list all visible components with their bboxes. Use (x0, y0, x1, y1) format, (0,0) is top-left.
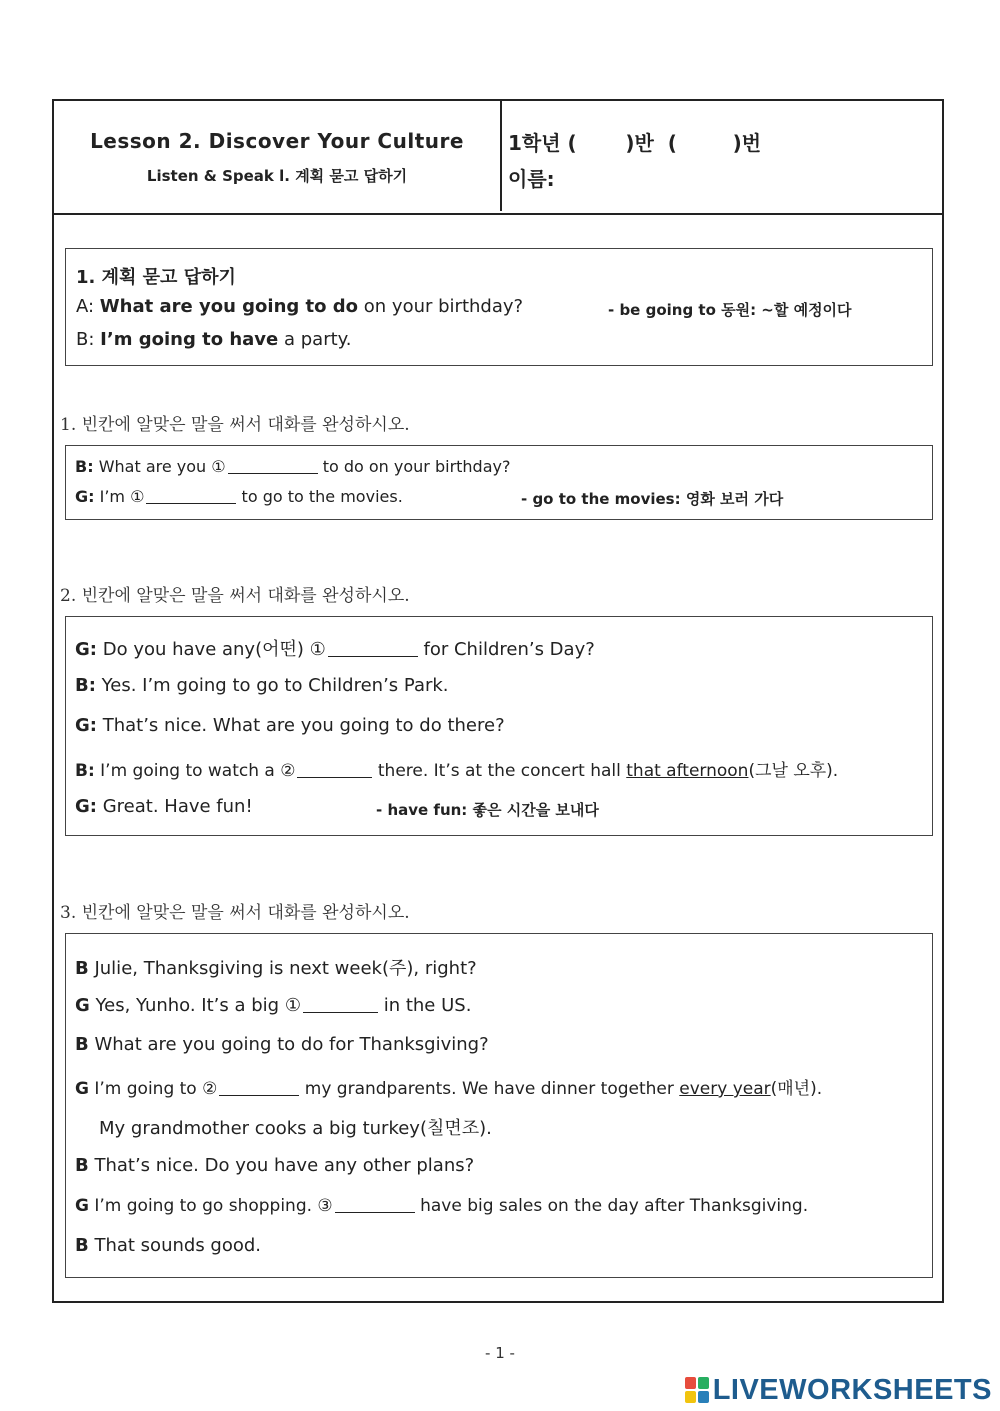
dialogue-text: That sounds good. (94, 1235, 262, 1256)
answer-blank[interactable] (335, 1195, 415, 1213)
q1-note: - go to the movies: 영화 보러 가다 (521, 490, 784, 508)
speaker-label: G (75, 1079, 89, 1099)
dialogue-text: That’s nice. What are you going to do there? (102, 715, 505, 736)
answer-blank[interactable] (228, 457, 318, 474)
key-phrase: What are you going to do (99, 296, 359, 317)
dialogue-text: to do on your birthday? (322, 457, 511, 476)
dialogue-text: my grandparents. We have dinner together (304, 1079, 674, 1099)
dialogue-text: I’m going to ② (94, 1079, 218, 1099)
q3-line-8 (75, 1235, 261, 1256)
answer-blank[interactable] (297, 760, 372, 778)
worksheet-header (54, 101, 942, 215)
logo-square (685, 1391, 696, 1403)
key-expression-box (65, 248, 933, 366)
q3-instruction: 3. 빈칸에 알맞은 말을 써서 대화를 완성하시오. (60, 903, 410, 923)
speaker-label: B (75, 1235, 89, 1256)
dialogue-text: My grandmother cooks a big turkey(칠면조). (99, 1118, 492, 1139)
class-number-line: 1학년 ( )반 ( )번 (508, 131, 762, 155)
underlined-phrase: that afternoon (626, 761, 749, 781)
header-title-cell (54, 101, 502, 211)
dialogue-text: Yes, Yunho. It’s a big ① (95, 995, 301, 1016)
header-student-cell (506, 101, 942, 211)
logo-square (698, 1391, 709, 1403)
key-heading: 1. 계획 묻고 답하기 (76, 267, 236, 288)
dialogue-text: What are you going to do for Thanksgiving? (94, 1034, 489, 1055)
dialogue-text: I’m ① (99, 487, 145, 506)
lesson-subtitle: Listen & Speak l. 계획 묻고 답하기 (146, 167, 408, 185)
q2-line-5 (75, 796, 253, 817)
key-line-b (76, 329, 351, 350)
liveworksheets-logo[interactable] (685, 1373, 992, 1407)
dialogue-text: there. It’s at the concert hall (377, 761, 621, 781)
speaker-label: B: (75, 457, 94, 476)
dialogue-text: have big sales on the day after Thanksgiving. (420, 1196, 809, 1216)
logo-text: LIVEWORKSHEETS (712, 1373, 992, 1406)
speaker-label: G: (75, 487, 95, 506)
dialogue-text: Yes. I’m going to go to Children’s Park. (101, 675, 449, 696)
q3-line-2 (75, 994, 471, 1016)
key-rest: on your birthday? (363, 296, 524, 317)
q2-line-3 (75, 715, 505, 736)
answer-blank[interactable] (146, 487, 236, 504)
key-rest: a party. (283, 329, 352, 350)
q2-line-1 (75, 635, 595, 661)
underlined-phrase: every year (679, 1079, 771, 1099)
speaker-label: B: (75, 675, 96, 696)
speaker-label: G: (75, 639, 97, 660)
key-line-a (76, 296, 523, 317)
page-number: - 1 - (485, 1344, 515, 1362)
dialogue-text: (그날 오후). (748, 761, 839, 781)
dialogue-text: Great. Have fun! (102, 796, 253, 817)
q3-line-1 (75, 954, 477, 980)
q1-line-2 (75, 487, 403, 506)
speaker-label: B (75, 958, 89, 979)
lesson-title: Lesson 2. Discover Your Culture (90, 129, 464, 153)
answer-blank[interactable] (328, 638, 418, 657)
q1-line-1 (75, 457, 510, 476)
speaker-label: B: (76, 329, 95, 350)
answer-blank[interactable] (303, 994, 378, 1013)
dialogue-text: for Children’s Day? (423, 639, 595, 660)
q3-line-4 (75, 1074, 822, 1099)
speaker-label: B (75, 1034, 89, 1055)
dialogue-text: to go to the movies. (241, 487, 403, 506)
dialogue-text: Julie, Thanksgiving is next week(주), right? (94, 958, 477, 979)
dialogue-text: I’m going to watch a ② (100, 761, 296, 781)
answer-blank[interactable] (219, 1078, 299, 1096)
q2-instruction: 2. 빈칸에 알맞은 말을 써서 대화를 완성하시오. (60, 586, 410, 606)
q2-dialogue-box (65, 616, 933, 836)
q3-dialogue-box (65, 933, 933, 1278)
speaker-label: A: (76, 296, 95, 317)
q3-line-6 (75, 1155, 474, 1176)
speaker-label: G: (75, 715, 97, 736)
q2-note: - have fun: 좋은 시간을 보내다 (376, 801, 599, 819)
q3-line-7 (75, 1195, 808, 1216)
q3-line-5 (99, 1114, 492, 1140)
key-phrase: I’m going to have (100, 329, 279, 350)
speaker-label: B (75, 1155, 89, 1176)
logo-square (685, 1377, 696, 1389)
speaker-label: B: (75, 761, 95, 781)
speaker-label: G (75, 995, 90, 1016)
logo-square (698, 1377, 709, 1389)
q2-line-2 (75, 675, 449, 696)
q1-dialogue-box (65, 445, 933, 520)
key-note: - be going to 동원: ~할 예정이다 (608, 301, 852, 319)
logo-grid-icon (685, 1377, 709, 1403)
q3-line-3 (75, 1034, 489, 1055)
q1-instruction: 1. 빈칸에 알맞은 말을 써서 대화를 완성하시오. (60, 415, 410, 435)
dialogue-text: in the US. (383, 995, 472, 1016)
speaker-label: G (75, 1196, 89, 1216)
name-label: 이름: (508, 167, 555, 191)
q2-line-4 (75, 756, 838, 781)
dialogue-text: What are you ① (98, 457, 226, 476)
dialogue-text: That’s nice. Do you have any other plans? (94, 1155, 475, 1176)
dialogue-text: I’m going to go shopping. ③ (94, 1196, 333, 1216)
dialogue-text: (매년). (770, 1079, 823, 1099)
dialogue-text: Do you have any(어떤) ① (102, 639, 326, 660)
speaker-label: G: (75, 796, 97, 817)
